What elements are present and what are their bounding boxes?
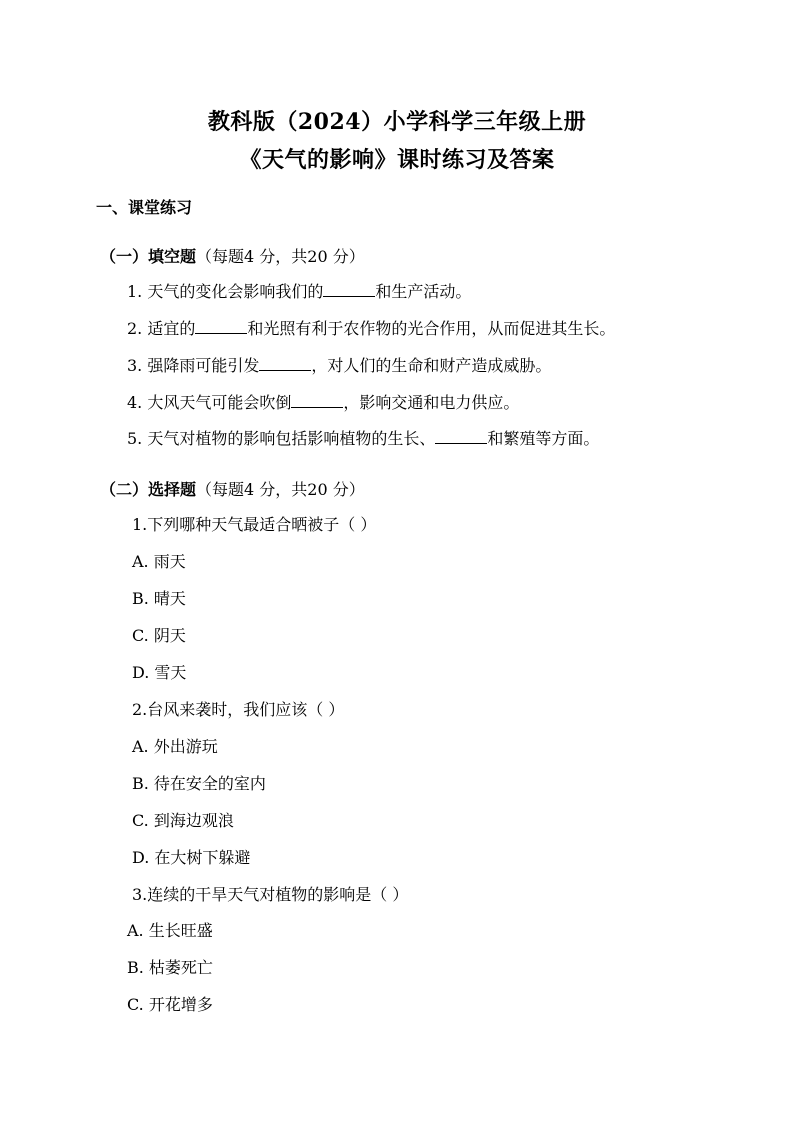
item-text-pre: 5. 天气对植物的影响包括影响植物的生长、 [127, 429, 436, 448]
fill-blank-item-4 [127, 392, 519, 414]
question-1-stem: 1.下列哪种天气最适合晒被子（ ） [132, 515, 377, 534]
document-title-line1: 教科版（2024）小学科学三年级上册 [207, 109, 587, 135]
item-text-post: ，对人们的生命和财产造成威胁。 [311, 356, 552, 375]
answer-blank [291, 393, 343, 408]
question-2-option-b: B. 待在安全的室内 [132, 774, 266, 793]
multiple-choice-heading [100, 477, 365, 500]
section-heading-classroom-practice: 一、课堂练习 [96, 198, 193, 217]
question-1-option-d: D. 雪天 [132, 663, 187, 682]
question-2-option-a: A. 外出游玩 [132, 737, 218, 756]
item-text-post: 和繁殖等方面。 [487, 429, 600, 448]
answer-blank [323, 282, 375, 297]
question-2-stem: 2.台风来袭时，我们应该（ ） [132, 700, 345, 719]
fill-blank-item-1 [127, 281, 471, 303]
fill-blank-item-2 [127, 318, 615, 340]
question-1-option-c: C. 阴天 [132, 626, 186, 645]
multiple-choice-note: （每题4 分，共20 分） [196, 480, 365, 499]
fill-blank-heading [100, 244, 365, 267]
item-text-post: 和光照有利于农作物的光合作用，从而促进其生长。 [247, 319, 616, 338]
fill-blank-item-5 [127, 428, 599, 450]
item-text-pre: 2. 适宜的 [127, 319, 196, 338]
multiple-choice-label: （二）选择题 [100, 480, 197, 499]
fill-blank-label: （一）填空题 [100, 247, 197, 266]
item-text-pre: 1. 天气的变化会影响我们的 [127, 282, 324, 301]
fill-blank-note: （每题4 分，共20 分） [196, 247, 365, 266]
question-3-stem: 3.连续的干旱天气对植物的影响是（ ） [132, 885, 409, 904]
item-text-pre: 3. 强降雨可能引发 [127, 356, 260, 375]
question-1-option-b: B. 晴天 [132, 589, 186, 608]
answer-blank [195, 319, 247, 334]
item-text-pre: 4. 大风天气可能会吹倒 [127, 393, 292, 412]
question-3-option-a: A. 生长旺盛 [127, 921, 213, 940]
question-3-option-b: B. 枯萎死亡 [127, 958, 213, 977]
item-text-post: ，影响交通和电力供应。 [343, 393, 520, 412]
fill-blank-item-3 [127, 355, 551, 377]
answer-blank [435, 429, 487, 444]
question-2-option-c: C. 到海边观浪 [132, 811, 234, 830]
question-1-option-a: A. 雨天 [132, 552, 186, 571]
question-2-option-d: D. 在大树下躲避 [132, 848, 251, 867]
question-3-option-c: C. 开花增多 [127, 995, 213, 1014]
document-title-line2: 《天气的影响》课时练习及答案 [239, 147, 555, 173]
item-text-post: 和生产活动。 [375, 282, 472, 301]
answer-blank [259, 356, 311, 371]
